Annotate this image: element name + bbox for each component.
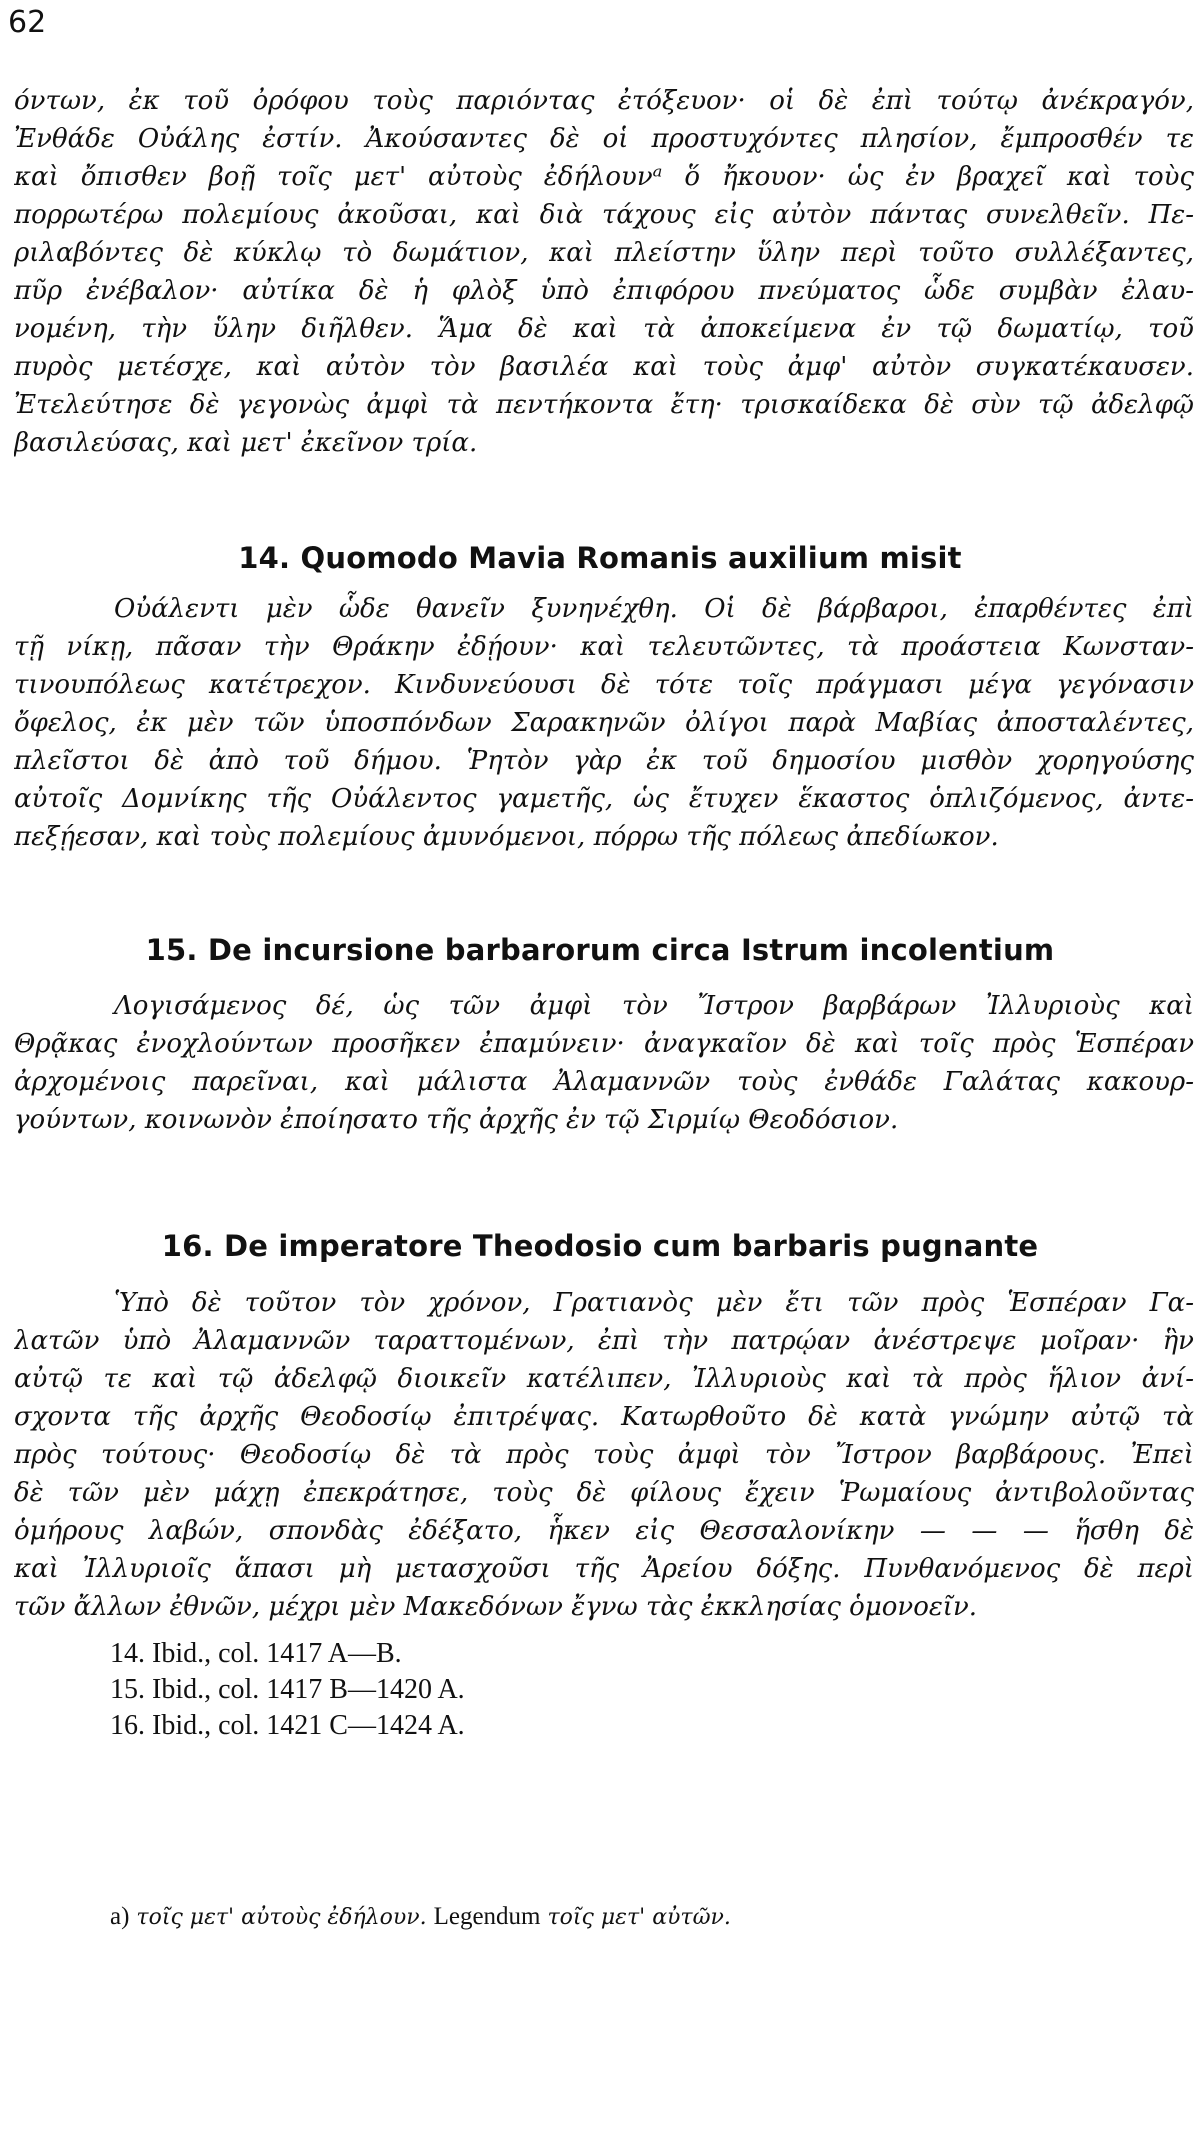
text-line: πρὸς τούτους· Θεοδοσίῳ δὲ τὰ πρὸς τοὺς ἀμφὶ τὸν Ἴστρον βαρβάρους. Ἐπεὶ	[14, 1440, 1194, 1470]
source-notes	[110, 1636, 465, 1744]
text-line: πυρὸς μετέσχε, καὶ αὐτὸν τὸν βασιλέα καὶ τοὺς ἀμφ' αὐτὸν συγκατέκαυσεν.	[14, 352, 1194, 382]
text-line: τῇ νίκῃ, πᾶσαν τὴν Θράκην ἐδῄουν· καὶ τελευτῶντες, τὰ προάστεια Κωνσταν-	[14, 632, 1194, 662]
source-note: 14. Ibid., col. 1417 A—B.	[110, 1638, 402, 1669]
source-note: 15. Ibid., col. 1417 B—1420 A.	[110, 1674, 465, 1705]
text-line: νομένη, τὴν ὕλην διῆλθεν. Ἅμα δὲ καὶ τὰ ἀποκείμενα ἐν τῷ δωματίῳ, τοῦ	[14, 314, 1194, 344]
text-line: καὶ ὄπισθεν βοῇ τοῖς μετ' αὐτοὺς ἐδήλουνᵃ ὅ ἤκουον· ὡς ἐν βραχεῖ καὶ τοὺς	[14, 162, 1194, 192]
footnote	[110, 1902, 731, 1933]
section-heading: 14. Quomodo Mavia Romanis auxilium misit	[238, 541, 962, 575]
text-line: καὶ Ἰλλυριοῖς ἅπασι μὴ μετασχοῦσι τῆς Ἀρείου δόξης. Πυνθανόμενος δὲ περὶ	[14, 1554, 1194, 1584]
text-line: Ὑπὸ δὲ τοῦτον τὸν χρόνον, Γρατιανὸς μὲν ἔτι τῶν πρὸς Ἑσπέραν Γα-	[114, 1288, 1194, 1318]
text-line: δὲ τῶν μὲν μάχῃ ἐπεκράτησε, τοὺς δὲ φίλους ἔχειν Ῥωμαίους ἀντιβολοῦντας	[14, 1478, 1194, 1508]
text-line: βασιλεύσας, καὶ μετ' ἐκεῖνον τρία.	[14, 428, 478, 458]
text-line: Θρᾷκας ἐνοχλούντων προσῆκεν ἐπαμύνειν· ἀναγκαῖον δὲ καὶ τοῖς πρὸς Ἑσπέραν	[14, 1029, 1194, 1059]
footnote-correction: τοῖς μετ' αὐτῶν.	[547, 1905, 731, 1930]
text-line: ὄφελος, ἐκ μὲν τῶν ὑποσπόνδων Σαρακηνῶν ὀλίγοι παρὰ Μαβίας ἀποσταλέντες,	[14, 708, 1194, 738]
section-paragraph	[14, 1284, 1194, 1626]
footnote-marker: a)	[110, 1903, 130, 1930]
text-line: αὐτῷ τε καὶ τῷ ἀδελφῷ διοικεῖν κατέλιπεν, Ἰλλυριοὺς καὶ τὰ πρὸς ἥλιον ἀνί-	[14, 1364, 1194, 1394]
section-paragraph	[14, 987, 1194, 1139]
section-paragraph	[14, 590, 1194, 856]
text-line: τῶν ἄλλων ἐθνῶν, μέχρι μὲν Μακεδόνων ἔγνω τὰς ἐκκλησίας ὁμονοεῖν.	[14, 1592, 978, 1622]
continuation-paragraph	[14, 82, 1194, 462]
section-heading: 15. De incursione barbarorum circa Istrum incolentium	[145, 933, 1055, 967]
footnote-label: Legendum	[433, 1903, 541, 1930]
text-line: Ἐνθάδε Οὐάλης ἐστίν. Ἀκούσαντες δὲ οἱ προστυχόντες πλησίον, ἔμπροσθέν τε	[14, 124, 1194, 154]
source-note: 16. Ibid., col. 1421 C—1424 A.	[110, 1710, 465, 1741]
text-line: γούντων, κοινωνὸν ἐποίησατο τῆς ἀρχῆς ἐν τῷ Σιρμίῳ Θεοδόσιον.	[14, 1105, 899, 1135]
text-line: σχοντα τῆς ἀρχῆς Θεοδοσίῳ ἐπιτρέψας. Κατωρθοῦτο δὲ κατὰ γνώμην αὐτῷ τὰ	[14, 1402, 1194, 1432]
text-line: πῦρ ἐνέβαλον· αὐτίκα δὲ ἡ φλὸξ ὑπὸ ἐπιφόρου πνεύματος ὧδε συμβὰν ἐλαυ-	[14, 276, 1194, 306]
text-line: λατῶν ὑπὸ Ἀλαμαννῶν ταραττομένων, ἐπὶ τὴν πατρῴαν ἀνέστρεψε μοῖραν· ἣν	[14, 1326, 1194, 1356]
text-line: Οὐάλεντι μὲν ὧδε θανεῖν ξυνηνέχθη. Οἱ δὲ βάρβαροι, ἐπαρθέντες ἐπὶ	[114, 594, 1194, 624]
text-line: πορρωτέρω πολεμίους ἀκοῦσαι, καὶ διὰ τάχους εἰς αὐτὸν πάντας συνελθεῖν. Πε-	[14, 200, 1194, 230]
text-line: Ἐτελεύτησε δὲ γεγονὼς ἀμφὶ τὰ πεντήκοντα ἔτη· τρισκαίδεκα δὲ σὺν τῷ ἀδελφῷ	[14, 390, 1194, 420]
text-line: πεξῄεσαν, καὶ τοὺς πολεμίους ἀμυνόμενοι, πόρρω τῆς πόλεως ἀπεδίωκον.	[14, 822, 999, 852]
text-line: όντων, ἐκ τοῦ ὀρόφου τοὺς παριόντας ἐτόξευον· οἱ δὲ ἐπὶ τούτῳ ἀνέκραγόν,	[14, 86, 1194, 116]
page-number: 62	[8, 5, 47, 40]
text-line: πλεῖστοι δὲ ἀπὸ τοῦ δήμου. Ῥητὸν γὰρ ἐκ τοῦ δημοσίου μισθὸν χορηγούσης	[14, 746, 1194, 776]
text-line: τινουπόλεως κατέτρεχον. Κινδυνεύουσι δὲ τότε τοῖς πράγμασι μέγα γεγόνασιν	[14, 670, 1194, 700]
section-heading: 16. De imperatore Theodosio cum barbaris pugnante	[161, 1229, 1039, 1263]
footnote-reading: τοῖς μετ' αὐτοὺς ἐδήλουν.	[136, 1905, 427, 1930]
text-line: Λογισάμενος δέ, ὡς τῶν ἀμφὶ τὸν Ἴστρον βαρβάρων Ἰλλυριοὺς καὶ	[114, 991, 1194, 1021]
text-line: ὁμήρους λαβών, σπονδὰς ἐδέξατο, ἧκεν εἰς Θεσσαλονίκην — — — ἥσθη δὲ	[14, 1516, 1194, 1546]
text-line: ἀρχομένοις παρεῖναι, καὶ μάλιστα Ἀλαμαννῶν τοὺς ἐνθάδε Γαλάτας κακουρ-	[14, 1067, 1194, 1097]
text-line: αὐτοῖς Δομνίκης τῆς Οὐάλεντος γαμετῆς, ὡς ἔτυχεν ἕκαστος ὁπλιζόμενος, ἀντε-	[14, 784, 1194, 814]
text-line: ριλαβόντες δὲ κύκλῳ τὸ δωμάτιον, καὶ πλείστην ὕλην περὶ τοῦτο συλλέξαντες,	[14, 238, 1194, 268]
